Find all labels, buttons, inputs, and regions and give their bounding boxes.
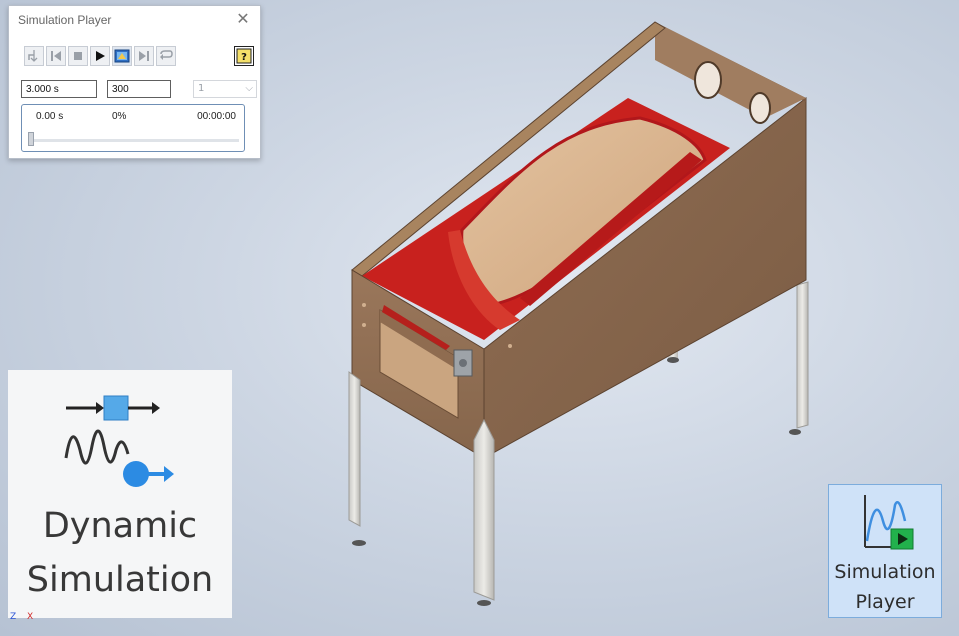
- go-to-end-icon: [135, 47, 153, 65]
- front-left-leg: [349, 372, 360, 526]
- panel-title: Simulation Player: [18, 13, 112, 27]
- player-fields: [21, 80, 256, 100]
- construct-mode-icon: [25, 47, 43, 65]
- filter-select-value: 1: [198, 83, 205, 94]
- go-to-end-button[interactable]: [134, 46, 154, 66]
- progress-track[interactable]: [31, 139, 239, 142]
- percent-complete: 0%: [112, 111, 127, 122]
- stop-button[interactable]: [68, 46, 88, 66]
- play-button[interactable]: [90, 46, 110, 66]
- final-time-field[interactable]: 3.000 s: [21, 80, 97, 98]
- panel-title-bar[interactable]: [9, 6, 260, 36]
- simulation-player-ribbon-button[interactable]: [828, 484, 942, 618]
- simulation-time: 0.00 s: [36, 111, 64, 122]
- dynamic-simulation-button[interactable]: [8, 370, 232, 618]
- help-icon: [235, 47, 253, 65]
- construct-mode-button[interactable]: [24, 46, 44, 66]
- dynamic-simulation-icon: [60, 380, 180, 492]
- simulation-player-panel: [8, 5, 261, 159]
- rewind-start-icon: [47, 47, 65, 65]
- rewind-button[interactable]: [46, 46, 66, 66]
- backbox-hole-top: [695, 62, 721, 98]
- chevron-down-icon: ⌵: [245, 83, 253, 94]
- backbox-face: [655, 22, 806, 118]
- play-icon: [91, 47, 109, 65]
- dynamic-label-line2: Simulation: [26, 560, 214, 600]
- loop-icon: [157, 47, 175, 65]
- screen-refresh-icon: [113, 47, 131, 65]
- help-button[interactable]: [234, 46, 254, 66]
- backbox-hole-bottom: [750, 93, 770, 123]
- simulation-player-icon: [861, 491, 915, 553]
- screen-refresh-button[interactable]: [112, 46, 132, 66]
- filter-select[interactable]: [193, 80, 257, 98]
- progress-box: [21, 104, 245, 152]
- progress-slider-thumb[interactable]: [28, 132, 34, 146]
- loop-button[interactable]: [156, 46, 176, 66]
- axis-x-label: X: [27, 612, 34, 622]
- player-label-line2: Player: [855, 591, 915, 613]
- svg-text:?: ?: [241, 52, 247, 63]
- axis-z-label: Z: [10, 612, 17, 622]
- images-field[interactable]: 300: [107, 80, 171, 98]
- player-toolbar: [24, 46, 254, 68]
- dynamic-label-line1: Dynamic: [42, 506, 198, 546]
- view-axis-indicator: [10, 612, 33, 622]
- close-icon[interactable]: ✕: [236, 9, 250, 28]
- player-label-line1: Simulation: [834, 561, 936, 583]
- back-right-leg: [797, 282, 808, 428]
- front-right-leg: [474, 420, 494, 600]
- stop-icon: [69, 47, 87, 65]
- real-time: 00:00:00: [197, 111, 236, 122]
